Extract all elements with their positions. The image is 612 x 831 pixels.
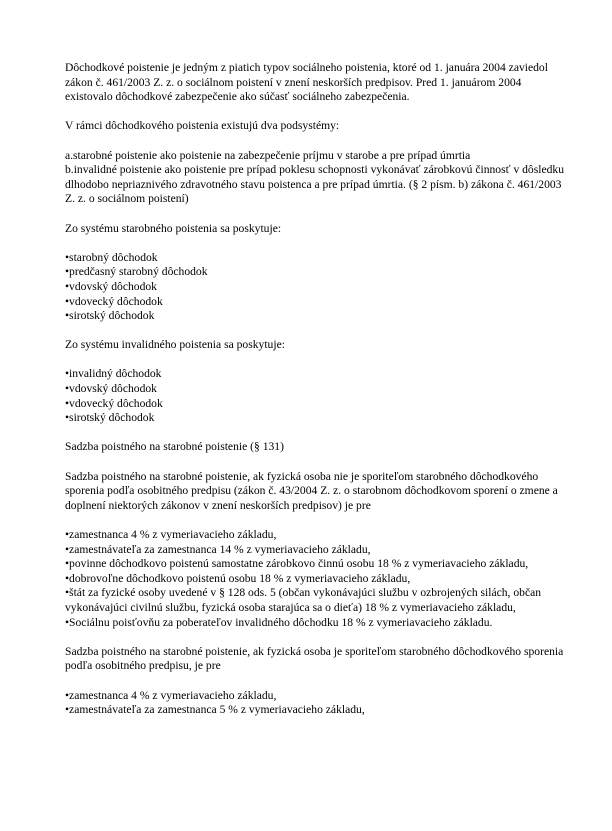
rates-non-saver-list [65,528,564,630]
list-item: •zamestnanca 4 % z vymeriavacieho základu, [65,528,277,541]
rates-saver-list [65,689,564,718]
list-item: •starobný dôchodok [65,250,158,264]
subsystem-a: a.starobné poistenie ako poistenie na zabezpečenie príjmu v starobe a pre prípad úmrtia [65,148,471,162]
subsystem-b: b.invalidné poistenie ako poistenie pre prípad poklesu schopnosti vykonávať zárobkovú činnosť v dôsledku dlhodobo nepriaznivého zdravotného stavu poistenca a pre prípad úmrtia. (§ 2 písm. b) zákona č. 461/2003 Z. z. o sociálnom poistení) [65,163,565,206]
list-item: •dobrovoľne dôchodkovo poistenú osobu 18 % z vymeriavacieho základu, [65,571,411,585]
subsystems-list [65,149,564,207]
list-item: •zamestnanca 4 % z vymeriavacieho základu, [65,688,277,702]
rate-non-saver-paragraph: Sadzba poistného na starobné poistenie, ak fyzická osoba nie je sporiteľom starobného dôchodkového sporenia podľa osobitného predpisu (zákon č. 43/2004 Z. z. o starobnom dôchodkovom sporení o zmene a doplnení niektorých zákonov v znení neskorších predpisov) je pre [65,469,558,512]
list-item: •vdovský dôchodok [65,279,157,293]
intro-paragraph: Dôchodkové poistenie je jedným z piatich typov sociálneho poistenia, ktoré od 1. januára 2004 zaviedol zákon č. 461/2003 Z. z. o sociálnom poistení v znení neskorších predpisov. Pred 1. januárom 2004 existovalo dôchodkové zabezpečenie ako súčasť sociálneho zabezpečenia. [65,61,548,104]
list-item: •Sociálnu poisťovňu za poberateľov invalidného dôchodku 18 % z vymeriavacieho základu. [65,615,493,629]
list-item: •vdovecký dôchodok [65,294,163,308]
old-age-intro: Zo systému starobného poistenia sa poskytuje: [65,221,282,235]
rate-heading: Sadzba poistného na starobné poistenie (§ 131) [65,440,284,454]
list-item: •štát za fyzické osoby uvedené v § 128 ods. 5 (občan vykonávajúci službu v ozbrojených silách, občan vykonávajúci civilnú službu, fyzická osoba starajúca sa o dieťa) 18 % z vymeriavacieho základu, [65,586,542,614]
list-item: •povinne dôchodkovo poistenú samostatne zárobkovo činnú osobu 18 % z vymeriavacieho základu, [65,557,529,571]
invalidity-benefits-list [65,367,564,425]
list-item: •invalidný dôchodok [65,367,162,381]
invalidity-intro: Zo systému invalidného poistenia sa poskytuje: [65,338,285,352]
list-item: •vdovecký dôchodok [65,396,163,410]
old-age-benefits-list [65,251,564,324]
subsystems-intro: V rámci dôchodkového poistenia existujú dva podsystémy: [65,119,340,133]
list-item: •sirotský dôchodok [65,309,155,323]
list-item: •sirotský dôchodok [65,411,155,425]
list-item: •predčasný starobný dôchodok [65,265,208,279]
list-item: •zamestnávateľa za zamestnanca 14 % z vymeriavacieho základu, [65,542,371,556]
rate-saver-paragraph: Sadzba poistného na starobné poistenie, ak fyzická osoba je sporiteľom starobného dôchodkového sporenia podľa osobitného predpisu, je pre [65,644,564,673]
list-item: •zamestnávateľa za zamestnanca 5 % z vymeriavacieho základu, [65,703,365,717]
list-item: •vdovský dôchodok [65,382,157,396]
